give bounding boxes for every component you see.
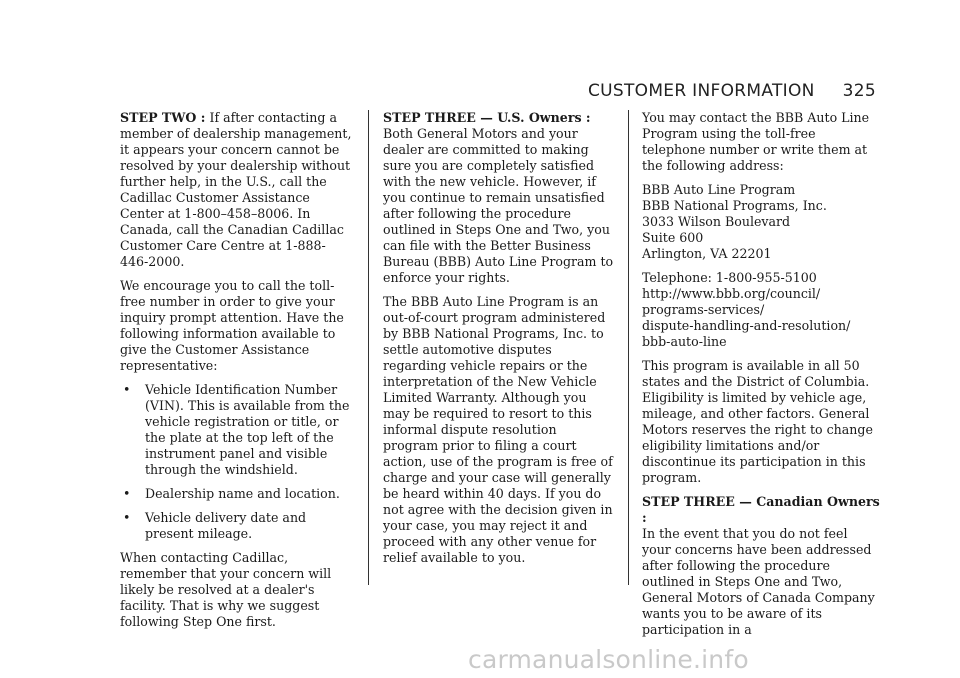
step-two-text: If after contacting a member of dealership management, it appears your concern cannot be resolved by your dealership without further help, in the U.S., call the Cadillac Customer Assistance Center at 1-800–458–8006. In Canada, call the Canadian Cadillac Customer Care Centre at 1-888-446-2000. xyxy=(120,110,352,269)
mailing-address xyxy=(642,182,880,262)
bullet-icon: • xyxy=(123,486,131,501)
availability-paragraph: This program is available in all 50 states and the District of Columbia. Eligibility is limited by vehicle age, mileage, and other factors. General Motors reserves the right to change eligibility limitations and/or discontinue its participation in this program. xyxy=(642,358,873,485)
info-list xyxy=(120,382,352,542)
address-line: Suite 600 xyxy=(642,230,704,245)
step-three-us-text: Both General Motors and your dealer are committed to making sure you are completely satisfied with the new vehicle. However, if you continue to remain unsatisfied after following the procedure outlined in Steps One and Two, you can file with the Better Business Bureau (BBB) Auto Line Program to enforce your rights. xyxy=(383,126,614,285)
page-number: 325 xyxy=(842,81,876,101)
column-3 xyxy=(642,110,880,646)
step-three-us-heading: STEP THREE — U.S. Owners : xyxy=(383,110,591,125)
watermark: carmanualsonline.info xyxy=(468,645,749,674)
contact-details xyxy=(642,270,880,350)
column-2 xyxy=(383,110,615,574)
column-1 xyxy=(120,110,352,638)
closing-paragraph: When contacting Cadillac, remember that your concern will likely be resolved at a dealer's facility. That is why we suggest following Step One first. xyxy=(120,550,332,629)
url-line: dispute-handling-and-resolution/ xyxy=(642,318,851,333)
section-title: CUSTOMER INFORMATION xyxy=(587,81,815,101)
bbb-paragraph: The BBB Auto Line Program is an out-of-court program administered by BBB National Programs, Inc. to settle automotive disputes regarding vehicle repairs or the interpretation of the New Vehicle Limited Warranty. Although you may be required to resort to this informal dispute resolution program prior to filing a court action, use of the program is free of charge and your case will generally be heard within 40 days. If you do not agree with the decision given in your case, you may reject it and proceed with any other venue for relief available to you. xyxy=(383,294,613,565)
list-item: • Vehicle delivery date and present mileage. xyxy=(123,510,307,541)
address-line: BBB Auto Line Program xyxy=(642,182,796,197)
bullet-icon: • xyxy=(123,382,131,397)
url-line: programs-services/ xyxy=(642,302,765,317)
step-two-paragraph xyxy=(120,110,352,270)
telephone: Telephone: 1-800-955-5100 xyxy=(642,270,817,285)
list-item: • Dealership name and location. xyxy=(123,486,340,501)
encourage-paragraph: We encourage you to call the toll-free number in order to give your inquiry prompt attention. Have the following information available to give the Customer Assistance representative: xyxy=(120,278,344,373)
page-header xyxy=(588,81,876,101)
url-line: http://www.bbb.org/council/ xyxy=(642,286,821,301)
contact-paragraph: You may contact the BBB Auto Line Program using the toll-free telephone number or write them at the following address: xyxy=(642,110,870,173)
url-line: bbb-auto-line xyxy=(642,334,727,349)
address-line: BBB National Programs, Inc. xyxy=(642,198,827,213)
address-line: 3033 Wilson Boulevard xyxy=(642,214,791,229)
step-three-us-paragraph xyxy=(383,110,615,286)
address-line: Arlington, VA 22201 xyxy=(642,246,772,261)
step-three-ca-heading: STEP THREE — Canadian Owners : xyxy=(642,494,880,525)
step-two-heading: STEP TWO : xyxy=(120,110,206,125)
list-item: • Vehicle Identification Number (VIN). This is available from the vehicle registration or title, or the plate at the top left of the instrument panel and visible through the windshield. xyxy=(123,382,350,477)
step-three-ca-text: In the event that you do not feel your concerns have been addressed after following the procedure outlined in Steps One and Two, General Motors of Canada Company wants you to be aware of its participation in a xyxy=(642,526,875,637)
step-three-ca-paragraph xyxy=(642,494,880,638)
bullet-icon: • xyxy=(123,510,131,525)
column-divider xyxy=(628,110,629,585)
column-divider xyxy=(368,110,369,585)
